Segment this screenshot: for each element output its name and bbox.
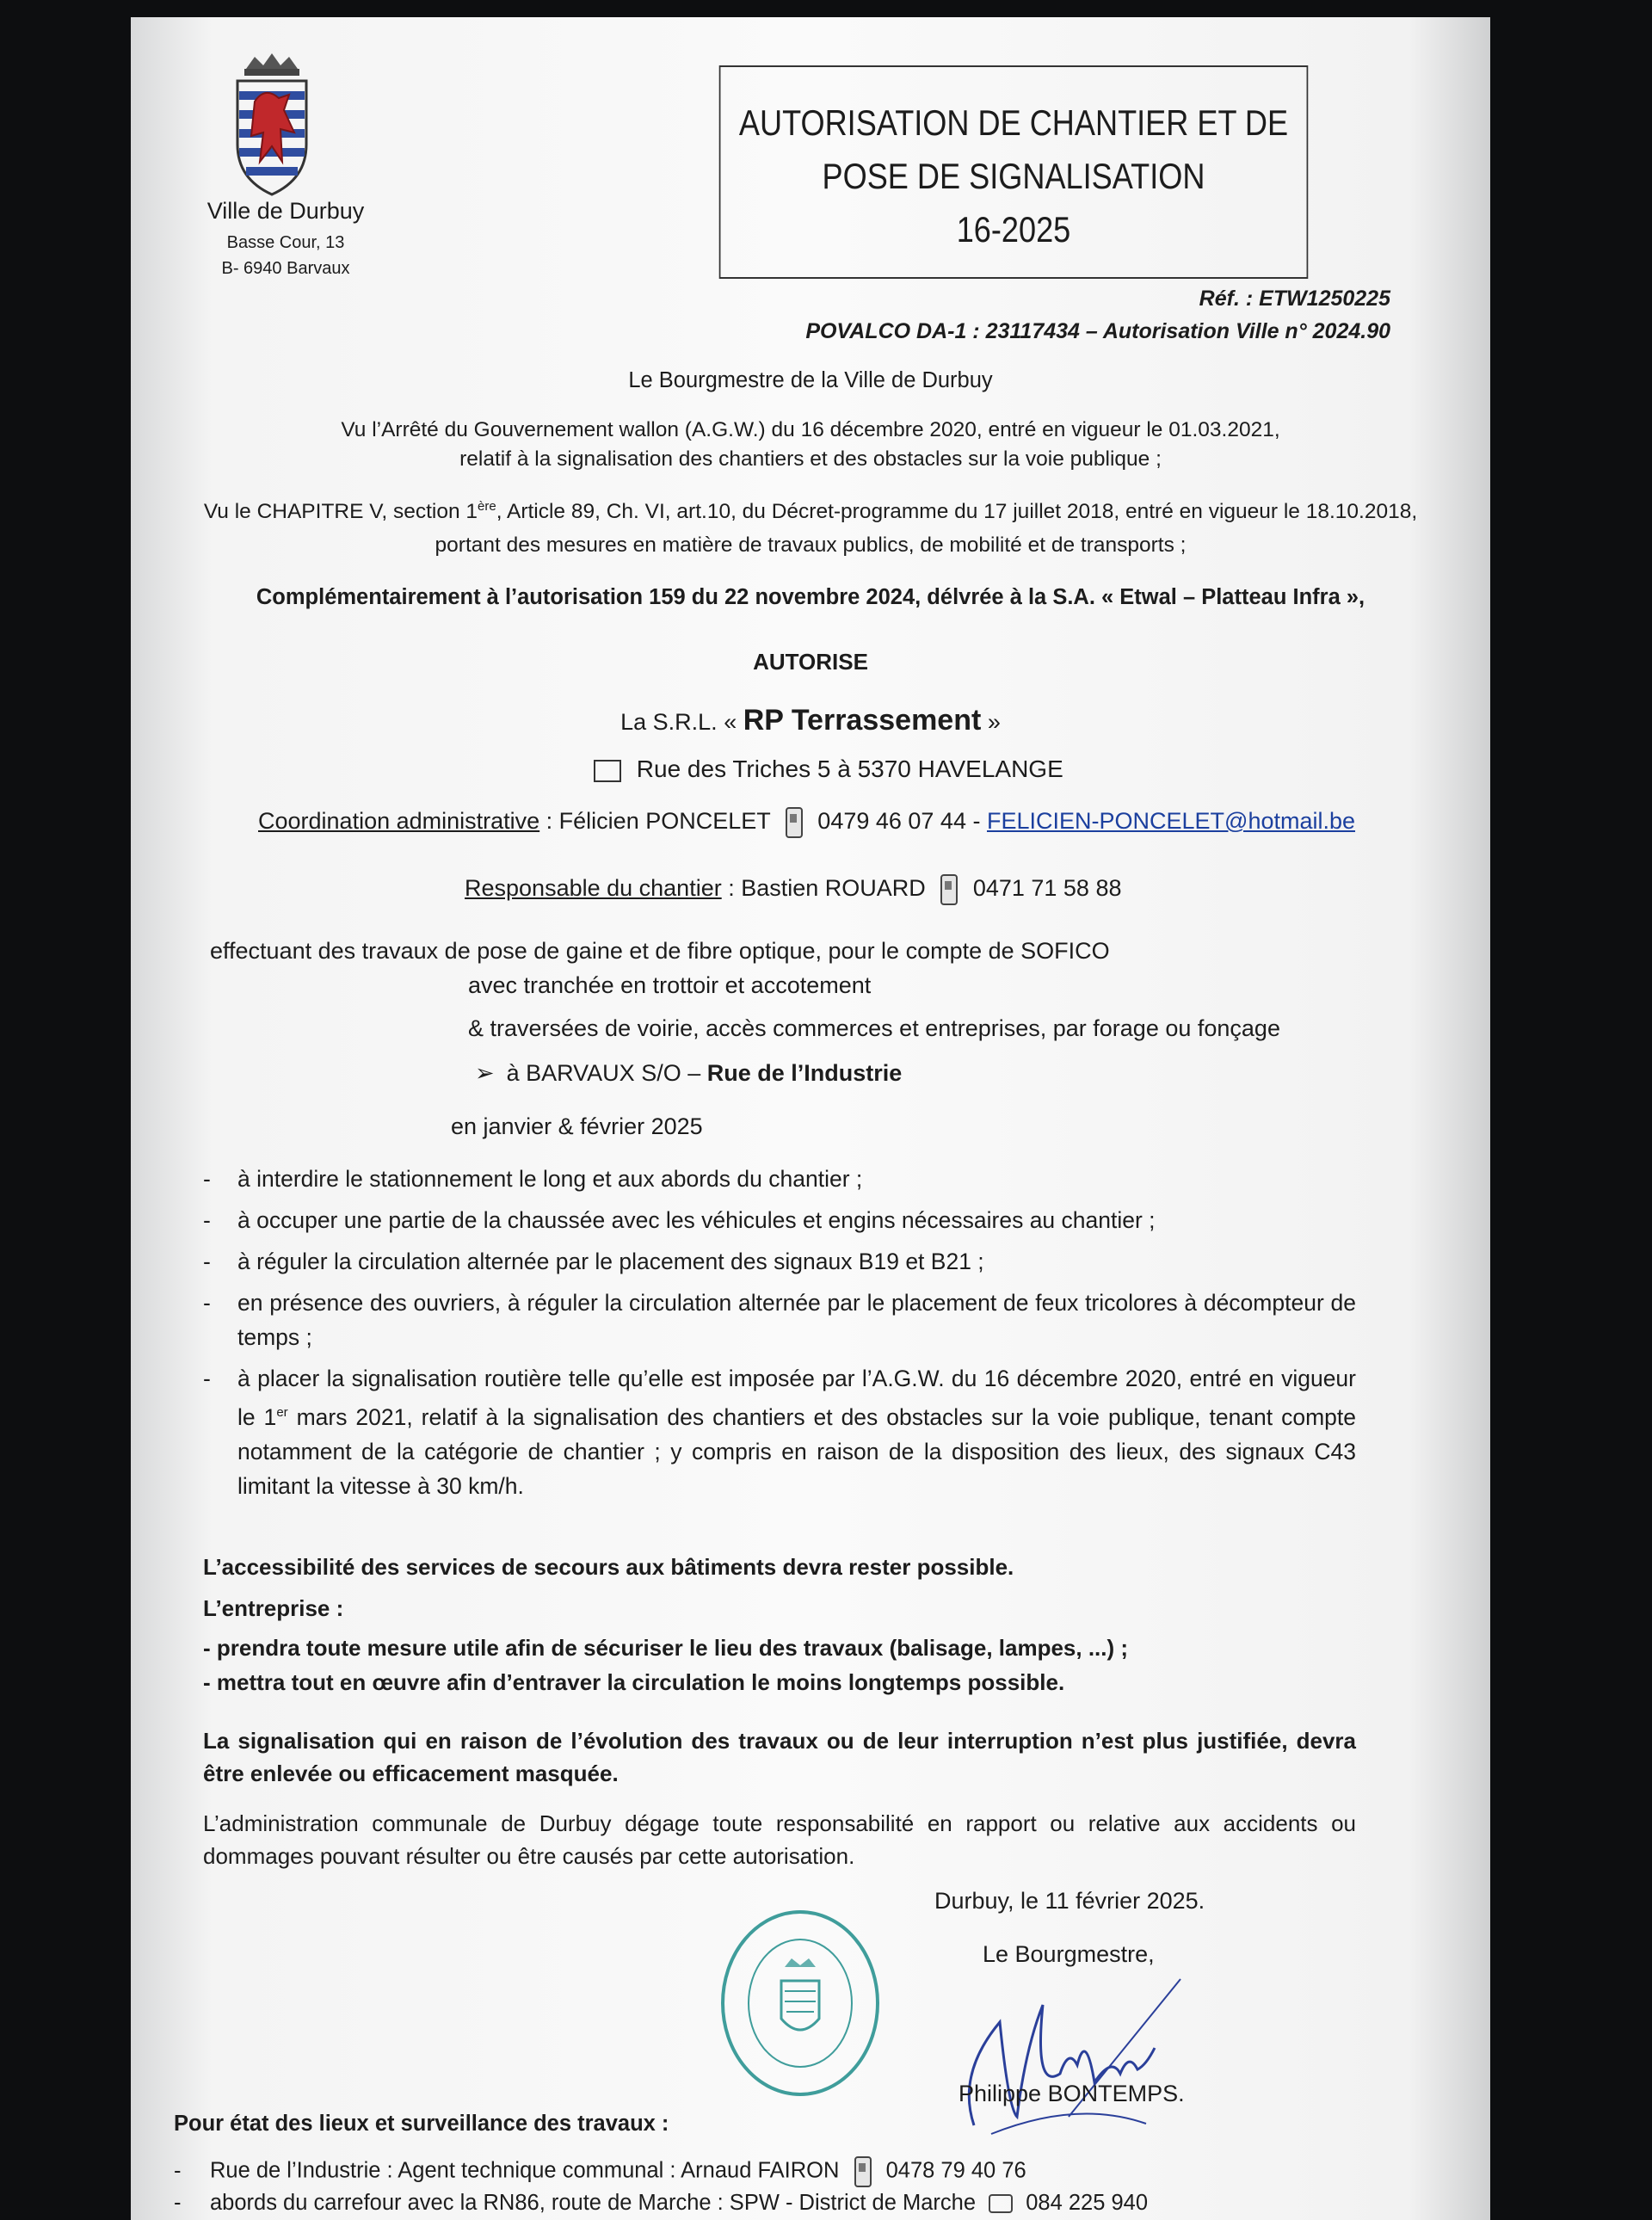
considering-agw-line-2: relatif à la signalisation des chantiers et des obstacles sur la voie publique ; [459,447,1162,471]
reference-block [805,282,1390,348]
coordination-phone: 0479 46 07 44 - [817,808,981,835]
title-line-1: AUTORISATION DE CHANTIER ET DE [738,102,1289,143]
location-line [475,1060,902,1087]
city-address-postcode: B- 6940 Barvaux [221,259,350,278]
company-quote-open: « [724,709,737,735]
location-street: Rue de l’Industrie [706,1060,903,1086]
inspection-contact-2-text: abords du carrefour avec la RN86, route de Marche : SPW - District de Marche [210,2191,977,2215]
list-item-text: à occuper une partie de la chaussée avec les véhicules et engins nécessaires au chantier ; [237,1207,1156,1233]
city-address-street: Basse Cour, 13 [226,233,345,252]
inspection-contact-2: - abords du carrefour avec la RN86, route de Marche : SPW - District de Marche 084 225 940 [174,2191,1149,2215]
authorizes-heading: AUTORISE [753,649,868,675]
coordination-email-link[interactable]: FELICIEN-PONCELET@hotmail.be [986,808,1356,835]
site-manager-phone: 0471 71 58 88 [972,875,1122,902]
list-item: - en présence des ouvriers, à réguler la circulation alternée par le placement de feux tricolores à décompteur de temps ; [203,1286,1356,1354]
decree-text-b: , Article 89, Ch. VI, art.10, du Décret-programme du 17 juillet 2018, entré en vigueur le 18.10.2018, [496,500,1418,524]
authorization-list [203,1162,1356,1510]
complement-statement: Complémentairement à l’autorisation 159 du 22 novembre 2024, délvrée à la S.A. « Etwal – Platteau Infra », [256,585,1365,609]
site-manager-label: Responsable du chantier [465,875,722,902]
coordination-line [258,807,1355,838]
city-name: Ville de Durbuy [206,198,365,224]
site-manager-line [465,874,1121,905]
liability-disclaimer: L’administration communale de Durbuy dégage toute responsabilité en rapport ou relative aux accidents ou dommages pouvant résulter ou être causés par cette autorisation. [203,1810,1356,1869]
telephone-icon [989,2194,1013,2213]
company-line [131,704,1490,737]
considering-decree-line-1 [131,499,1490,524]
inspection-heading: Pour état des lieux et surveillance des travaux : [174,2112,669,2136]
company-obligation-2: - mettra tout en œuvre afin d’entraver la circulation le moins longtemps possible. [203,1669,1065,1695]
company-name: RP Terrassement [743,704,982,737]
coat-of-arms-icon [229,50,315,200]
decree-text-a: Vu le CHAPITRE V, section 1 [203,500,478,524]
letter-icon [594,760,621,782]
title-line-3: 16-2025 [956,209,1071,250]
signage-removal-notice: La signalisation qui en raison de l’évolution des travaux ou de leur interruption n’est plus justifiée, devra être enlevée ou efficacement masquée. [203,1728,1356,1786]
municipal-stamp-icon [716,1907,885,2100]
works-description-line-3: & traversées de voirie, accès commerces et entreprises, par forage ou fonçage [468,1015,1280,1041]
phone-icon [854,2156,872,2187]
phone-icon [786,807,803,838]
decree-superscript: ère [478,499,496,514]
period-line: en janvier & février 2025 [451,1113,703,1139]
list-item-text-b: mars 2021, relatif à la signalisation des chantiers et des obstacles sur la voie publique, tenant compte notamment de la catégorie de chantier ; y compris en raison de la disposition des lieux, des signaux C43 limitant la vitesse à 30 km/h. [237,1403,1356,1499]
works-description-line-2: avec tranchée en trottoir et accotement [468,972,872,998]
company-prefix: La S.R.L. [620,709,718,735]
company-quote-close: » [987,709,1001,735]
list-item-text: à réguler la circulation alternée par le placement des signaux B19 et B21 ; [237,1249,984,1274]
reference-number: Réf. : ETW1250225 [1199,287,1390,311]
povalco-reference: POVALCO DA-1 : 23117434 – Autorisation Ville n° 2024.90 [805,319,1390,343]
signatory-name: Philippe BONTEMPS. [959,2081,1185,2106]
city-block [182,198,389,281]
list-item: - à réguler la circulation alternée par le placement des signaux B19 et B21 ; [203,1244,1356,1279]
considering-decree-line-2: portant des mesures en matière de travaux publics, de mobilité et de transports ; [435,533,1187,557]
list-item: - à interdire le stationnement le long et aux abords du chantier ; [203,1162,1356,1196]
phone-icon [940,874,958,905]
company-obligation-1: - prendra toute mesure utile afin de sécuriser le lieu des travaux (balisage, lampes, ...) ; [203,1635,1129,1661]
inspection-contact-2-phone: 084 225 940 [1026,2191,1149,2215]
title-line-2: POSE DE SIGNALISATION [822,156,1205,196]
company-obligations-heading: L’entreprise : [203,1595,344,1621]
list-item-text: à interdire le stationnement le long et aux abords du chantier ; [237,1166,863,1192]
location-town: à BARVAUX S/O – [506,1060,707,1086]
company-address-line [594,755,1063,783]
coordination-label: Coordination administrative [258,808,540,835]
document-page [131,17,1490,2220]
list-item-text-a: à placer la signalisation routière telle qu’elle est imposée par l’A.G.W. du 16 décembre 2020, entré en vigueur le 1 [237,1366,1356,1430]
site-manager-name: : Bastien ROUARD [721,875,926,902]
signatory-role: Le Bourgmestre, [983,1941,1155,1967]
authority-heading: Le Bourgmestre de la Ville de Durbuy [628,368,993,392]
emergency-access-notice: L’accessibilité des services de secours aux bâtiments devra rester possible. [203,1554,1014,1580]
list-item-text: en présence des ouvriers, à réguler la circulation alternée par le placement de feux tricolores à décompteur de temps ; [237,1290,1356,1350]
coordination-name: : Félicien PONCELET [539,808,771,835]
list-item-text [237,1361,1356,1503]
company-address: Rue des Triches 5 à 5370 HAVELANGE [636,755,1063,782]
works-description-line-1: effectuant des travaux de pose de gaine et de fibre optique, pour le compte de SOFICO [210,938,1110,964]
considering-agw-line-1: Vu l’Arrêté du Gouvernement wallon (A.G.W.) du 16 décembre 2020, entré en vigueur le 01.03.2021, [341,418,1280,441]
arrow-icon: ➢ [475,1060,495,1086]
list-item-superscript: er [276,1405,288,1420]
inspection-contact-1: - Rue de l’Industrie : Agent technique communal : Arnaud FAIRON 0478 79 40 76 [174,2156,1378,2187]
list-item: - à placer la signalisation routière telle qu’elle est imposée par l’A.G.W. du 16 décembre 2020, entré en vigueur le 1er mars 2021, relatif à la signalisation des chantiers et des obstacles sur la voie publique, tenant compte notamment de la catégorie de chantier ; y compris en raison de la disposition des lieux, des signaux C43 limitant la vitesse à 30 km/h. [203,1361,1356,1503]
list-item: - à occuper une partie de la chaussée avec les véhicules et engins nécessaires au chantier ; [203,1203,1356,1237]
signature-date: Durbuy, le 11 février 2025. [934,1888,1205,1914]
inspection-contact-1-phone: 0478 79 40 76 [885,2158,1026,2183]
inspection-contact-1-text: Rue de l’Industrie : Agent technique communal : Arnaud FAIRON [210,2158,840,2183]
document-title [719,65,1309,279]
